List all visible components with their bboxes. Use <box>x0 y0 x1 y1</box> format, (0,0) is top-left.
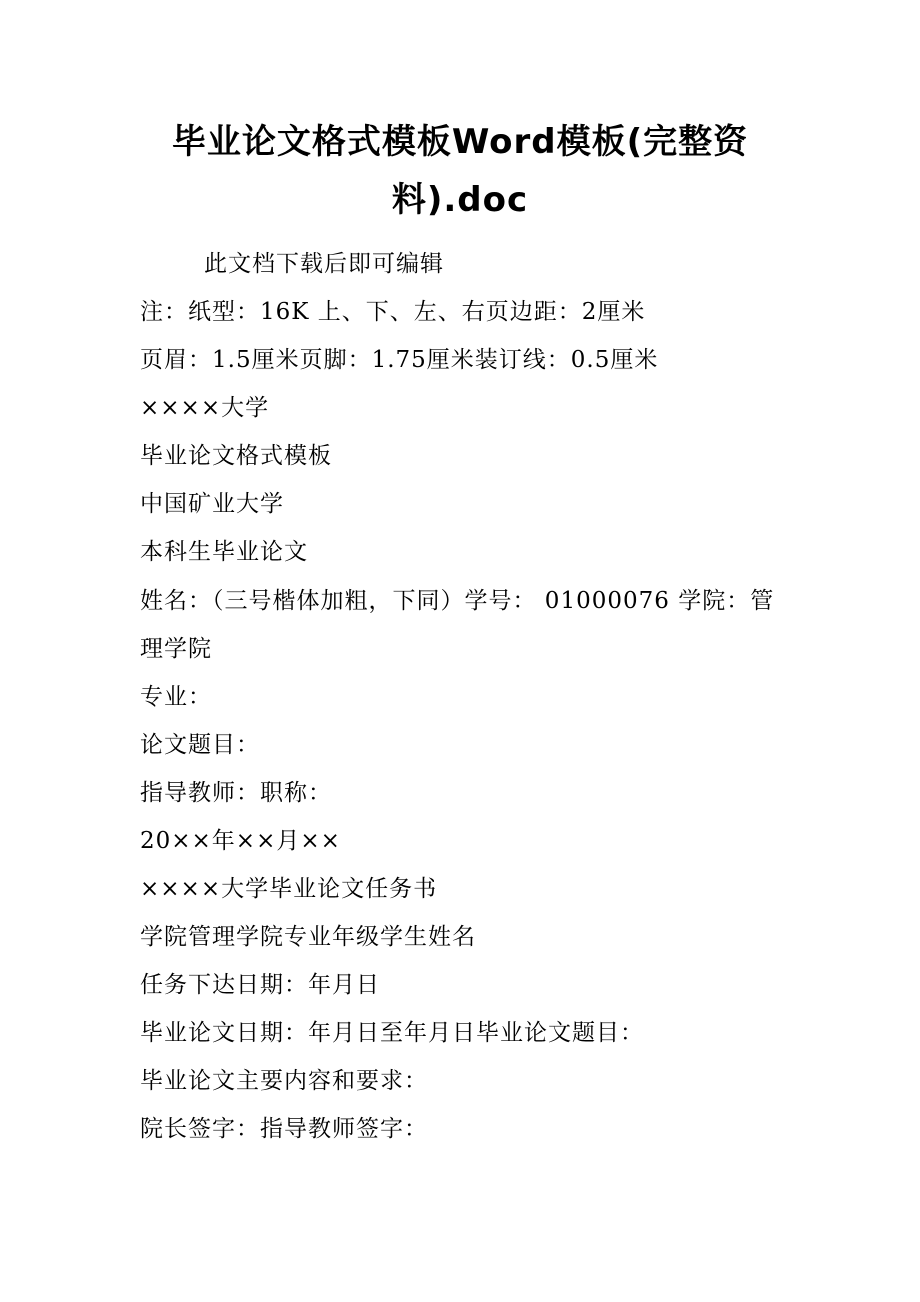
date-field: 20××年××月×× <box>140 828 341 854</box>
template-heading: 毕业论文格式模板 <box>140 443 332 469</box>
advisor-field: 指导教师：职称： <box>140 780 332 806</box>
signature-fields: 院长签字：指导教师签字： <box>140 1116 428 1142</box>
student-info: 姓名：（三号楷体加粗，下同）学号： 01000076 学院：管 <box>140 588 775 614</box>
document-title-line-1: 毕业论文格式模板Word模板(完整资 <box>171 122 749 162</box>
student-info-continued: 理学院 <box>140 636 212 662</box>
task-book-heading: ××××大学毕业论文任务书 <box>140 876 438 902</box>
university-name: 中国矿业大学 <box>140 491 284 517</box>
thesis-title-field: 论文题目： <box>140 732 260 758</box>
thesis-type: 本科生毕业论文 <box>140 539 308 565</box>
paper-spec: 注：纸型：16K 上、下、左、右页边距：2厘米 <box>140 299 646 325</box>
thesis-date-range: 毕业论文日期：年月日至年月日毕业论文题目： <box>140 1020 644 1046</box>
university-placeholder: ××××大学 <box>140 395 270 421</box>
major-field: 专业： <box>140 684 212 710</box>
task-issue-date: 任务下达日期：年月日 <box>140 972 380 998</box>
college-major-field: 学院管理学院专业年级学生姓名 <box>140 924 476 950</box>
document-title-line-2: 料).doc <box>391 180 529 220</box>
main-content-requirements: 毕业论文主要内容和要求： <box>140 1068 428 1094</box>
header-footer-spec: 页眉：1.5厘米页脚：1.75厘米装订线：0.5厘米 <box>140 347 659 373</box>
edit-note: 此文档下载后即可编辑 <box>204 251 444 277</box>
